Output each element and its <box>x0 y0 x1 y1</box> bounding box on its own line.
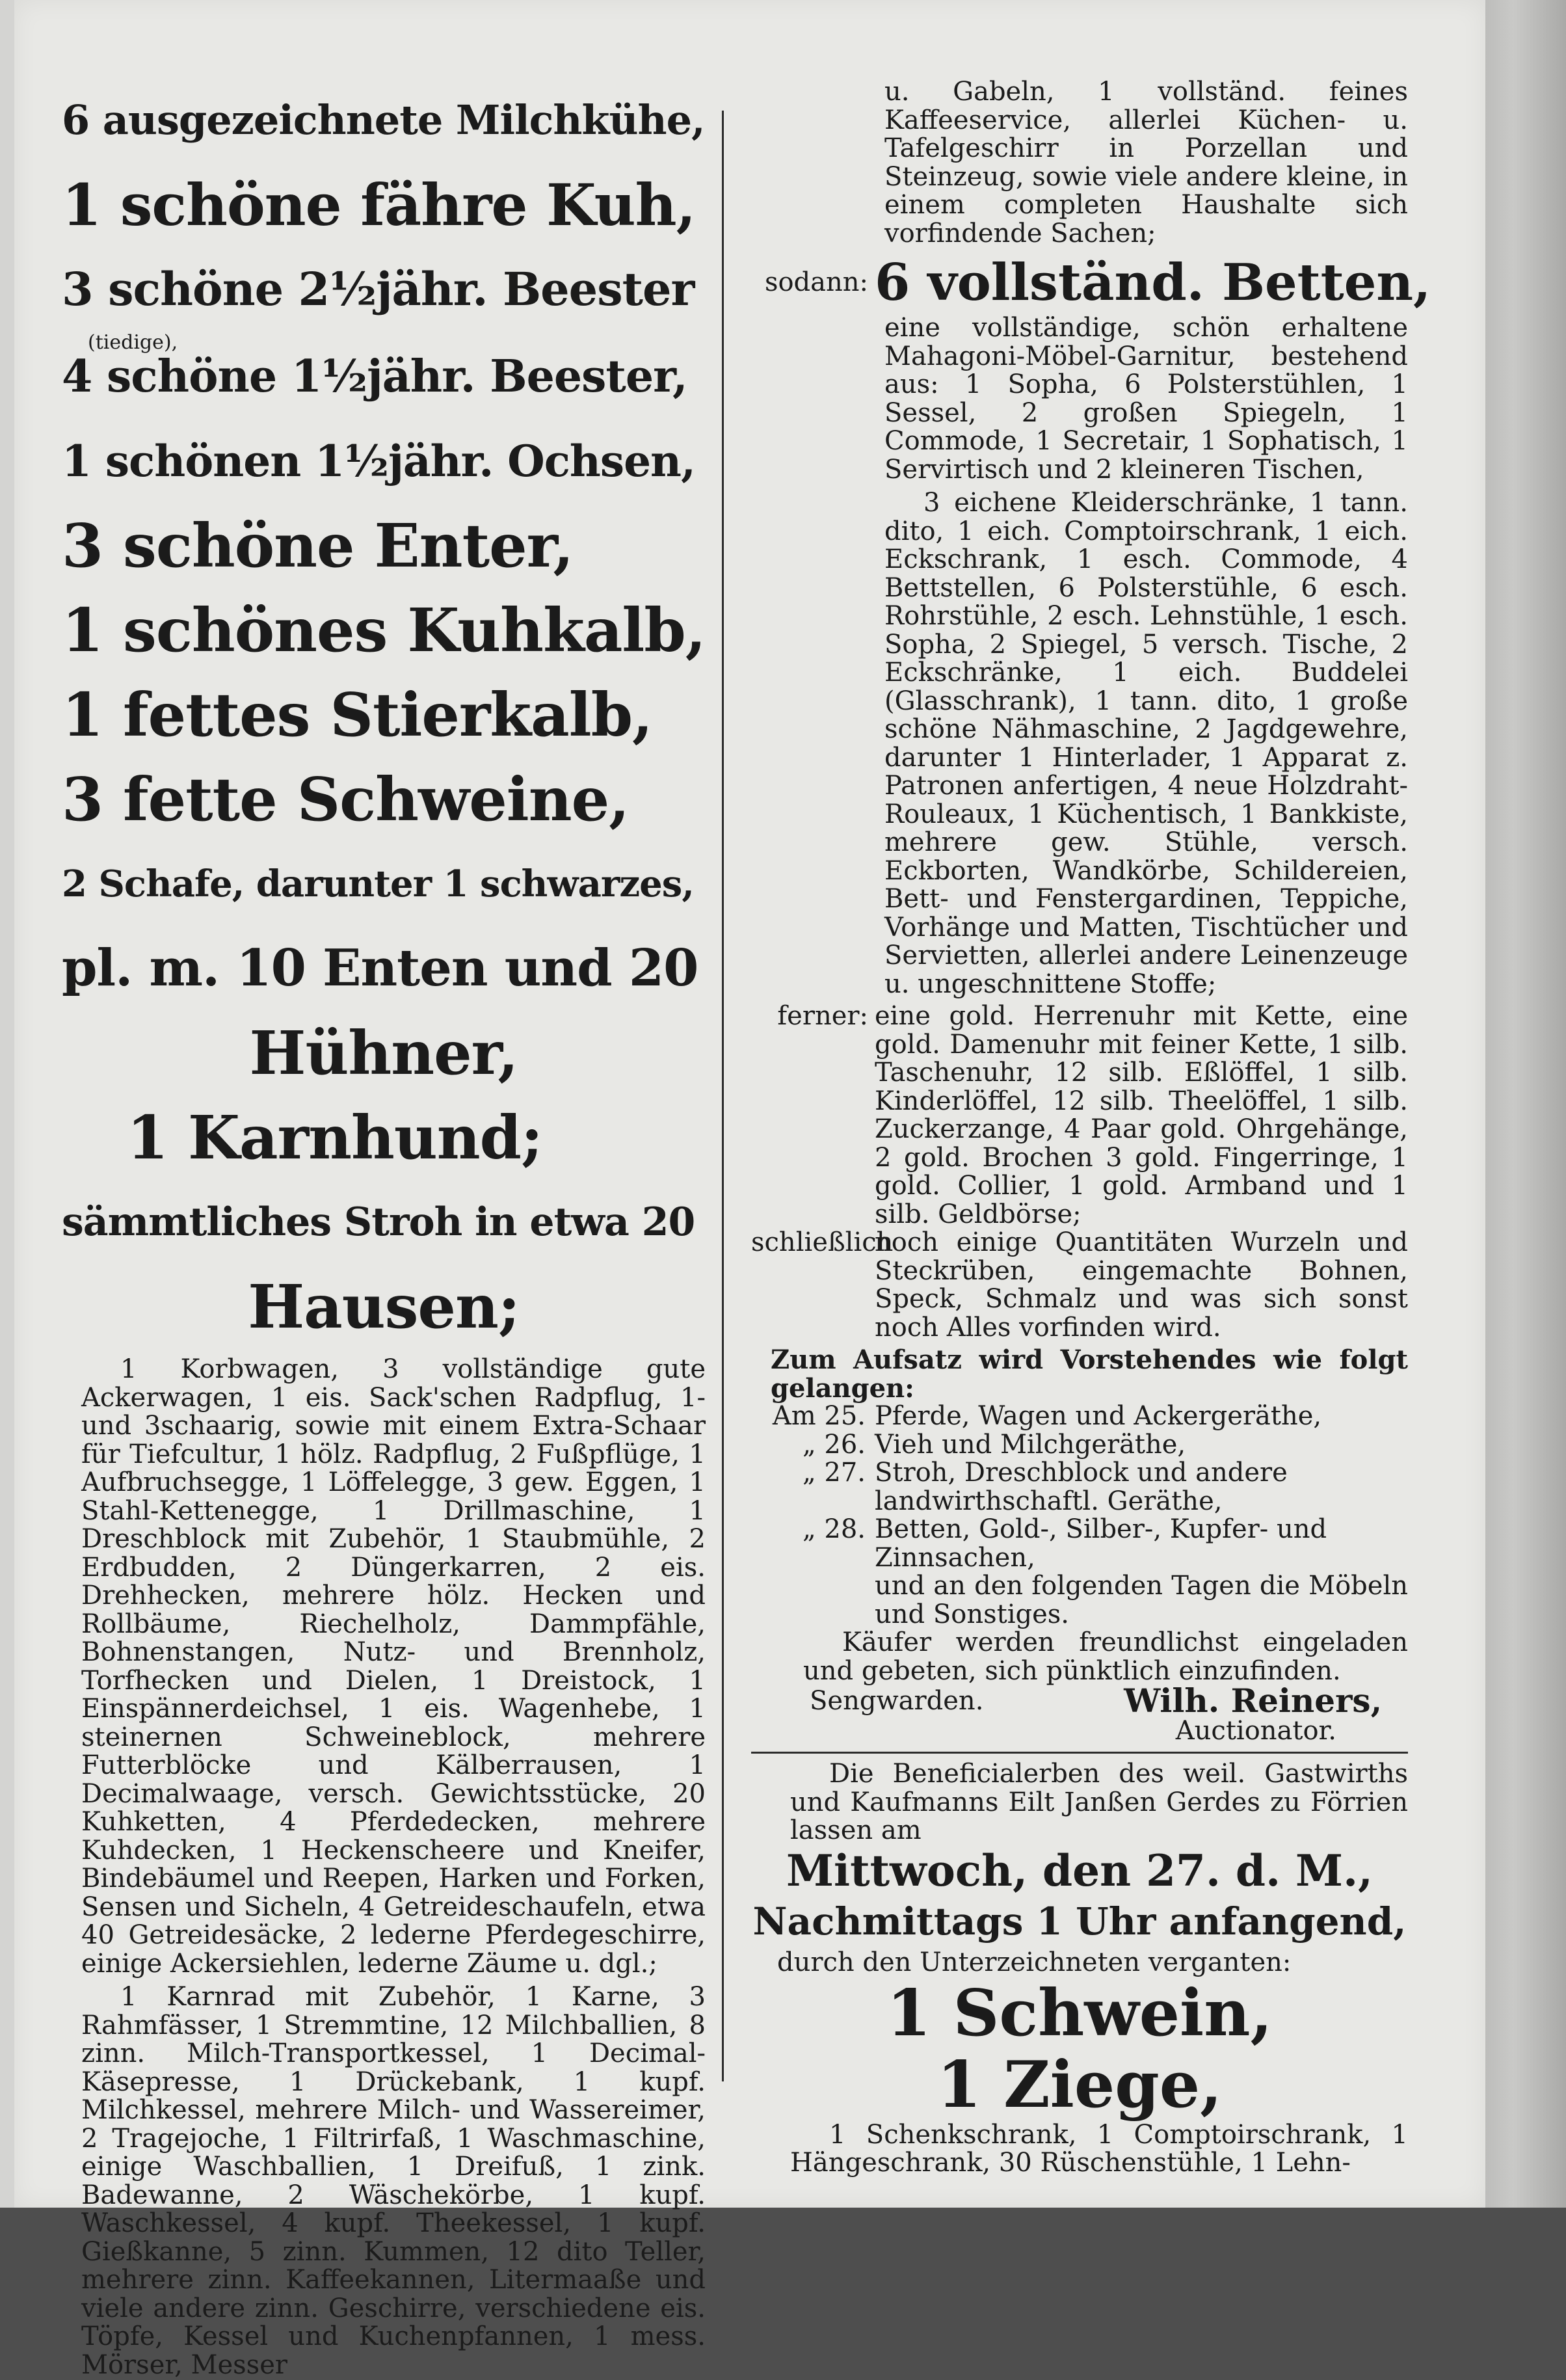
auctioneer-title: Auctionator. <box>1175 1716 1336 1746</box>
auction-line: 3 schöne Enter, <box>62 511 574 581</box>
schedule-row <box>751 1402 1408 1431</box>
auction-line: Hühner, <box>249 1018 518 1088</box>
schedule-text: Stroh, Dreschblock und andere landwirthschaftl. Geräthe, <box>875 1458 1288 1516</box>
ad2-item-ziege: 1 Ziege, <box>936 2047 1223 2122</box>
schedule-day: „ 28. <box>802 1514 866 1544</box>
dairy-paragraph: 1 Karnrad mit Zubehör, 1 Karne, 3 Rahmfässer, 1 Stremmtine, 12 Milchballien, 8 zinn. Milch-Transportkessel, 1 Decimal-Käsepresse, 1 Drückebank, 1 kupf. Milchkessel, mehrere Milch- und Wassereimer, 2 Tragejoche, 1 Filtrirfaß, 1 Waschmaschine, einige Waschballien, 1 Dreifuß, 1 zink. Badewanne, 2 Wäschekörbe, 1 kupf. Waschkessel, 4 kupf. Theekessel, 1 kupf. Gießkanne, 5 zinn. Kummen, 12 dito Teller, mehrere zinn. Kaffeekannen, Litermaaße und viele andere zinn. Geschirre, verschiedene eis. Töpfe, Kessel und Kuchenpfannen, 1 mess. Mörser, Messer <box>81 1982 706 2380</box>
auction-line: sämmtliches Stroh in etwa 20 <box>62 1199 695 1245</box>
schedule-day: Am 25. <box>772 1401 866 1431</box>
auctioneer-name: Wilh. Reiners, <box>1124 1681 1382 1720</box>
auction-line: 1 schönen 1½jähr. Ochsen, <box>62 436 696 487</box>
schedule-text: Pferde, Wagen und Ackergeräthe, <box>875 1401 1322 1431</box>
moebel-paragraph: eine vollständige, schön erhaltene Mahagoni-Möbel-Garnitur, bestehend aus: 1 Sopha, 6 Polsterstühlen, 1 Sessel, 2 großen Spiegeln, 1 Commode, 1 Secretair, 1 Sophatisch, 1 Servirtisch und 2 kleineren Tischen, <box>884 313 1408 485</box>
ad2-item-schwein: 1 Schwein, <box>886 1975 1273 2051</box>
auction-line: 1 schöne fähre Kuh, <box>62 171 696 239</box>
kaeufer-paragraph: Käufer werden freundlichst eingeladen und gebeten, sich pünktlich einzufinden. <box>803 1627 1408 1686</box>
intro-paragraph: u. Gabeln, 1 vollständ. feines Kaffeeservice, allerlei Küchen- u. Tafelgeschirr in Porzellan und Steinzeug, sowie viele andere kleine, in einem completen Haushalte sich vorfindende Sachen; <box>884 77 1408 248</box>
ad2-by: durch den Unterzeichneten verganten: <box>777 1947 1292 1977</box>
signature-block <box>751 1681 1408 1720</box>
auction-line: 3 fette Schweine, <box>62 764 630 835</box>
tiedige-note: (tiedige), <box>88 331 178 354</box>
schedule-text: Vieh und Milchgeräthe, <box>875 1429 1186 1460</box>
auction-line: pl. m. 10 Enten und 20 <box>62 939 698 998</box>
auction-line: 6 ausgezeichnete Milchkühe, <box>62 96 705 144</box>
left-column <box>62 78 706 2379</box>
auction-line: 3 schöne 2½jähr. Beester <box>62 262 695 316</box>
schedule-day: „ 26. <box>802 1429 866 1460</box>
ferner-label: ferner: <box>777 1001 868 1031</box>
auction-line: 1 Karnhund; <box>127 1103 542 1173</box>
ad2-intro: Die Beneficialerben des weil. Gastwirths und Kaufmanns Eilt Janßen Gerdes zu Förrien lassen am <box>790 1759 1408 1845</box>
sodann-label: sodann: <box>764 267 868 298</box>
column-divider <box>722 111 724 2081</box>
und-an-paragraph: und an den folgenden Tagen die Möbeln und Sonstiges. <box>875 1571 1408 1629</box>
betten-heading: 6 vollständ. Betten, <box>875 253 1431 312</box>
place-name: Sengwarden. <box>810 1686 984 1716</box>
auction-line: Hausen; <box>248 1272 520 1342</box>
schedule-text: Betten, Gold-, Silber-, Kupfer- und Zinnsachen, <box>875 1514 1327 1573</box>
auction-line: 1 fettes Stierkalb, <box>62 680 653 750</box>
schedule-day: „ 27. <box>802 1458 866 1488</box>
page-edge <box>1485 0 1566 2208</box>
ad2-rest: 1 Schenkschrank, 1 Comptoirschrank, 1 Hängeschrank, 30 Rüschenstühle, 1 Lehn- <box>790 2119 1408 2178</box>
right-column <box>751 77 1431 2178</box>
schliesslich-paragraph: noch einige Quantitäten Wurzeln und Steckrüben, eingemachte Bohnen, Speck, Schmalz und was sich sonst noch Alles vorfinden wird. <box>875 1227 1408 1343</box>
aufsatz-heading: Zum Aufsatz wird Vorstehendes wie folgt gelangen: <box>771 1344 1408 1404</box>
auction-line: 4 schöne 1½jähr. Beester, <box>62 351 687 403</box>
equipment-paragraph: 1 Korbwagen, 3 vollständige gute Ackerwagen, 1 eis. Sack'schen Radpflug, 1- und 3schaarig, sowie mit einem Extra-Schaar für Tiefcultur, 1 hölz. Radpflug, 2 Fußpflüge, 1 Aufbruchsegge, 1 Löffelegge, 3 gew. Eggen, 1 Stahl-Kettenegge, 1 Drillmaschine, 1 Dreschblock mit Zubehör, 1 Staubmühle, 2 Erdbudden, 2 Düngerkarren, 2 eis. Drehhecken, mehrere hölz. Hecken und Rollbäume, Riechelholz, Dammpfähle, Bohnenstangen, Nutz- und Brennholz, Torfhecken und Dielen, 1 Dreistock, 1 Einspännerdeichsel, 1 eis. Wagenhebe, 1 steinernen Schweineblock, mehrere Futterblöcke und Kälberrausen, 1 Decimalwaage, versch. Gewichtsstücke, 20 Kuhketten, 4 Pferdedecken, mehrere Kuhdecken, 1 Heckenscheere und Kneifer, Bindebäumel und Reepen, Harken und Forken, Sensen und Sicheln, 4 Getreideschaufeln, etwa 40 Getreidesäcke, 2 lederne Pferdegeschirre, einige Ackersiehlen, lederne Zäume u. dgl.; <box>81 1354 706 1979</box>
schraenke-paragraph: 3 eichene Kleiderschränke, 1 tann. dito, 1 eich. Comptoirschrank, 1 eich. Eckschrank, 1 esch. Commode, 4 Bettstellen, 6 Polsterstühle, 6 esch. Rohrstühle, 2 esch. Lehnstühle, 1 esch. Sopha, 2 Spiegel, 5 versch. Tische, 2 Eckschränke, 1 eich. Buddelei (Glasschrank), 1 tann. dito, 1 große schöne Nähmaschine, 2 Jagdgewehre, darunter 1 Hinterlader, 1 Apparat z. Patronen anfertigen, 4 neue Holzdraht-Rouleaux, 1 Küchentisch, 1 Bankkiste, mehrere gew. Stühle, versch. Eckborten, Wandkörbe, Schildereien, Bett- und Fenstergardinen, Teppiche, Vorhänge und Matten, Tischtücher und Servietten, allerlei andere Leinenzeuge u. ungeschnittene Stoffe; <box>884 488 1408 999</box>
ad2-time: Nachmittags 1 Uhr anfangend, <box>752 1899 1407 1944</box>
schedule-row <box>751 1459 1408 1516</box>
schedule-row <box>751 1431 1408 1460</box>
ad2-date: Mittwoch, den 27. d. M., <box>786 1845 1374 1896</box>
ad-separator <box>751 1752 1408 1754</box>
auction-line: 2 Schafe, darunter 1 schwarzes, <box>62 862 694 905</box>
schliesslich-label: schließlich <box>751 1227 894 1257</box>
schedule-row <box>751 1516 1408 1572</box>
ferner-paragraph: eine gold. Herrenuhr mit Kette, eine gold. Damenuhr mit feiner Kette, 1 silb. Taschenuhr, 12 silb. Eßlöffel, 1 silb. Kinderlöffel, 12 silb. Theelöffel, 1 silb. Zuckerzange, 4 Paar gold. Ohrgehänge, 2 gold. Brochen 3 gold. Fingerringe, 1 gold. Collier, 1 gold. Armband und 1 silb. Geldbörse; <box>875 1001 1408 1229</box>
auction-line: 1 schönes Kuhkalb, <box>62 595 706 665</box>
